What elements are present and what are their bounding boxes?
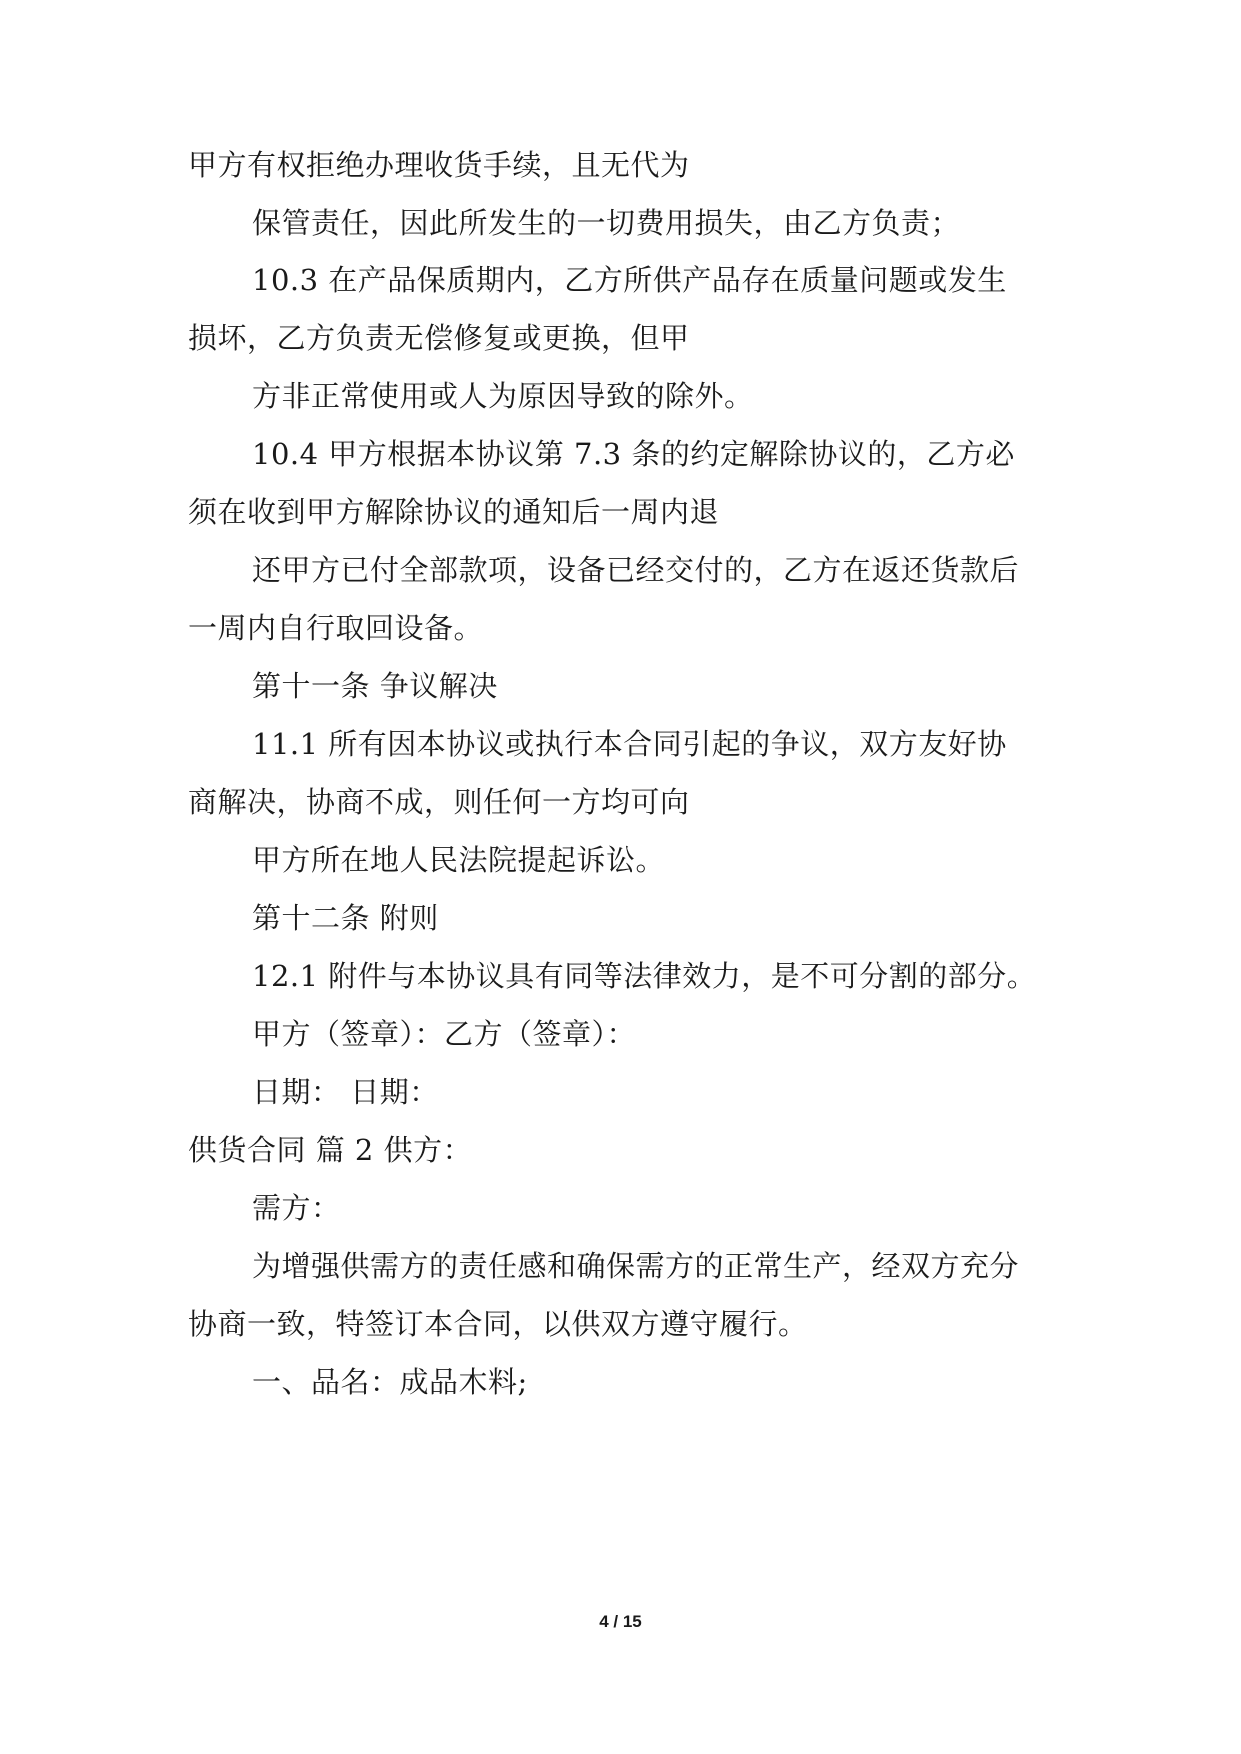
text-line: 一周内自行取回设备。 xyxy=(188,611,484,645)
text-line: 12.1 附件与本协议具有同等法律效力，是不可分割的部分。 xyxy=(252,959,1037,993)
text-line: 须在收到甲方解除协议的通知后一周内退 xyxy=(188,495,720,529)
text-line: 10.4 甲方根据本协议第 7.3 条的约定解除协议的，乙方必 xyxy=(252,437,1015,471)
text-line: 甲方所在地人民法院提起诉讼。 xyxy=(252,843,666,877)
text-line: 损坏，乙方负责无偿修复或更换，但甲 xyxy=(188,321,690,355)
date-line: 日期： 日期： xyxy=(252,1075,439,1109)
section-heading: 第十一条 争议解决 xyxy=(252,669,498,703)
text-line: 10.3 在产品保质期内，乙方所供产品存在质量问题或发生 xyxy=(252,263,1007,297)
text-line: 一、品名：成品木料; xyxy=(252,1365,528,1399)
text-line: 方非正常使用或人为原因导致的除外。 xyxy=(252,379,754,413)
signature-line: 甲方（签章）：乙方（签章）： xyxy=(252,1017,637,1051)
text-line: 11.1 所有因本协议或执行本合同引起的争议，双方友好协 xyxy=(252,727,1007,761)
text-line: 保管责任，因此所发生的一切费用损失，由乙方负责； xyxy=(252,206,961,240)
page-number: 4 / 15 xyxy=(599,1612,642,1631)
text-line: 商解决，协商不成，则任何一方均可向 xyxy=(188,785,690,819)
contract-title-line: 供货合同 篇 2 供方： xyxy=(188,1133,473,1167)
text-line: 需方： xyxy=(252,1191,341,1225)
text-line: 为增强供需方的责任感和确保需方的正常生产，经双方充分 xyxy=(252,1249,1020,1283)
text-line: 协商一致，特签订本合同，以供双方遵守履行。 xyxy=(188,1307,808,1341)
text-line: 甲方有权拒绝办理收货手续，且无代为 xyxy=(188,148,690,182)
section-heading: 第十二条 附则 xyxy=(252,901,439,935)
text-line: 还甲方已付全部款项，设备已经交付的，乙方在返还货款后 xyxy=(252,553,1020,587)
